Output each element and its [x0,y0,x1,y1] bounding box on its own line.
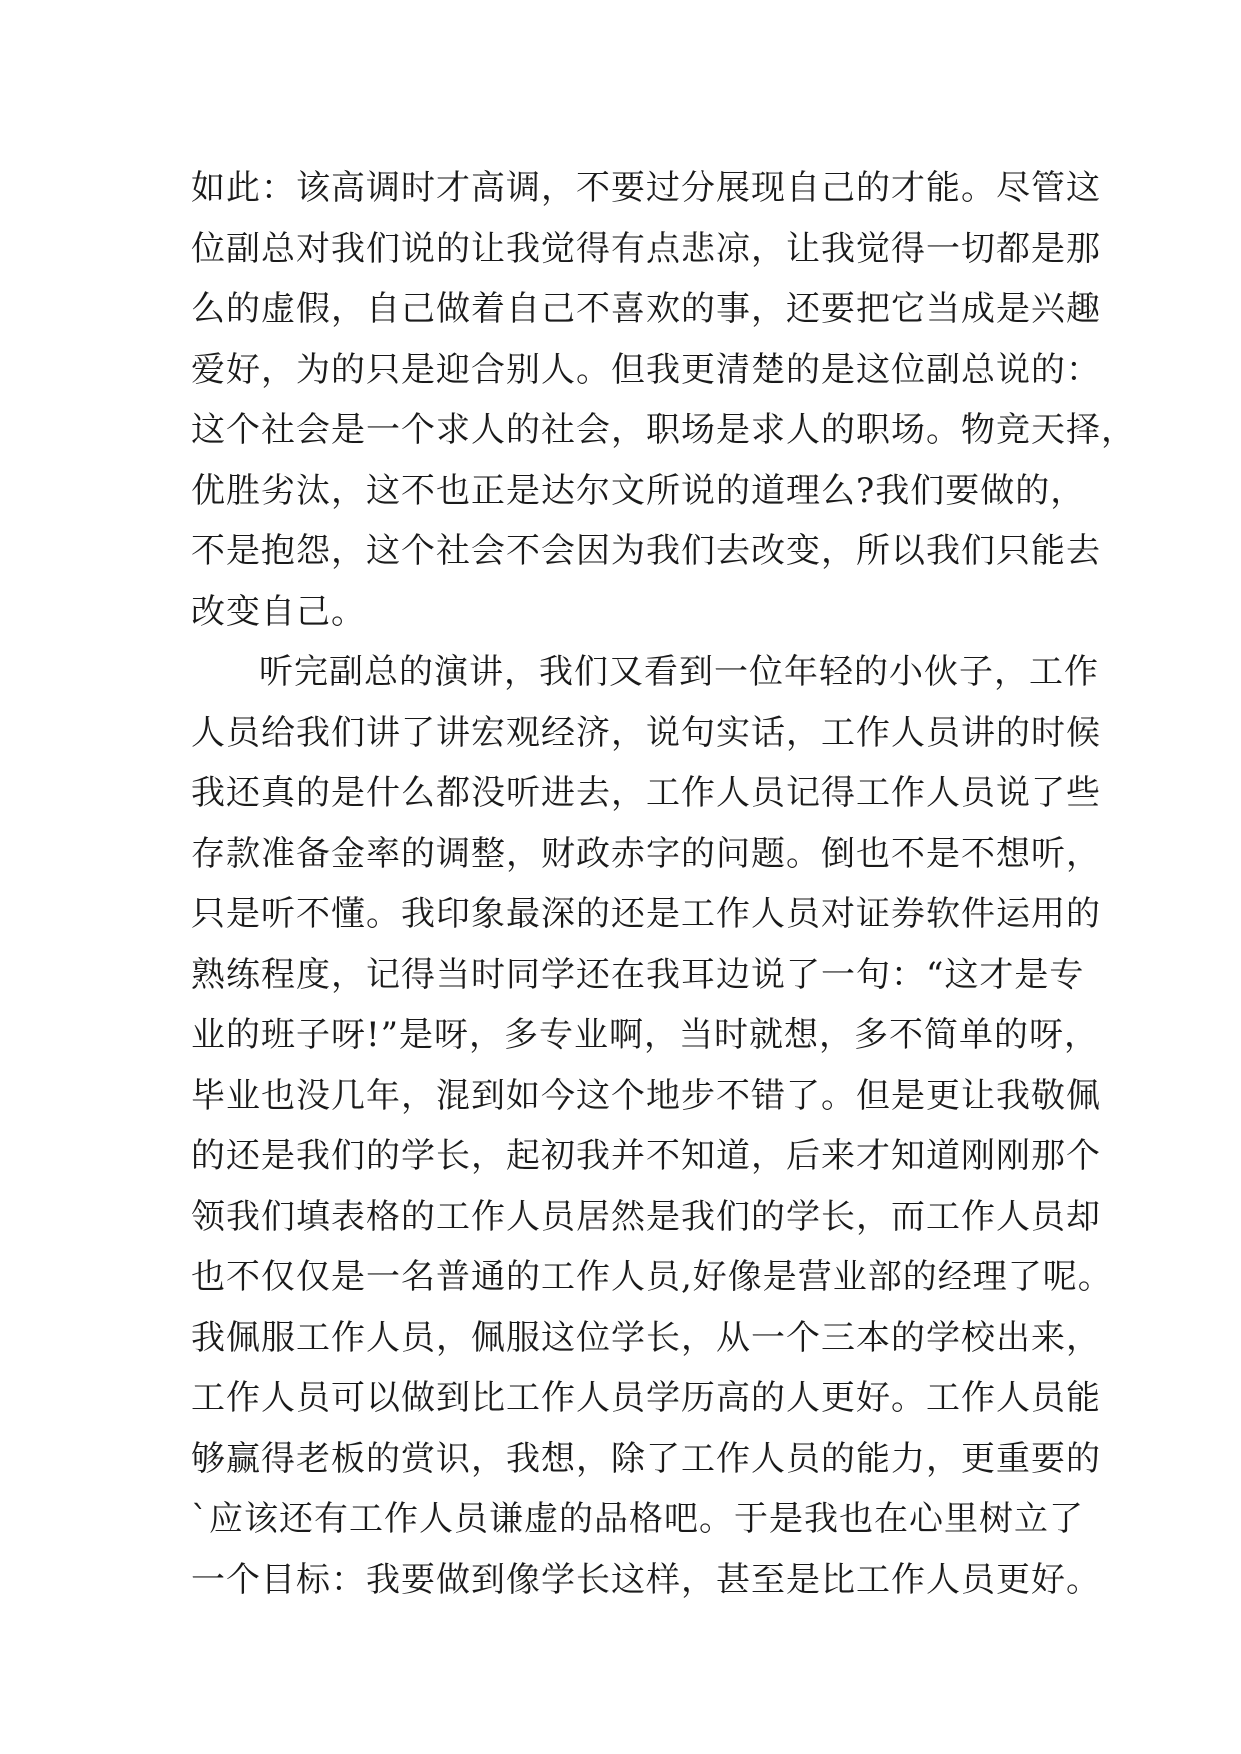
text-line: 只是听不懂。我印象最深的还是工作人员对证券软件运用的 [191,894,1101,934]
text-line: 这个社会是一个求人的社会，职场是求人的职场。物竞天择， [191,410,1136,450]
text-line: 我还真的是什么都没听进去，工作人员记得工作人员说了些 [191,773,1101,813]
text-line: 的还是我们的学长，起初我并不知道，后来才知道刚刚那个 [191,1136,1101,1176]
text-line: 毕业也没几年，混到如今这个地步不错了。但是更让我敬佩 [191,1075,1101,1116]
paragraph-2 [191,642,1113,1610]
text-line: 如此：该高调时才高调，不要过分展现自己的才能。尽管这 [191,168,1101,208]
text-line: 够赢得老板的赏识，我想，除了工作人员的能力，更重要的 [191,1438,1101,1479]
text-line: 熟练程度，记得当时同学还在我耳边说了一句：“这才是专 [191,954,1085,995]
text-line: 听完副总的演讲，我们又看到一位年轻的小伙子，工作 [259,652,1099,692]
text-line: 也不仅仅是一名普通的工作人员,好像是营业部的经理了呢。 [191,1257,1113,1297]
text-line: 么的虚假，自己做着自己不喜欢的事，还要把它当成是兴趣 [191,289,1101,329]
text-line: 爱好，为的只是迎合别人。但我更清楚的是这位副总说的： [191,349,1101,390]
text-line: 位副总对我们说的让我觉得有点悲凉，让我觉得一切都是那 [191,228,1101,269]
text-line: 优胜劣汰，这不也正是达尔文所说的道理么?我们要做的， [191,470,1086,511]
text-line: 一个目标：我要做到像学长这样，甚至是比工作人员更好。 [191,1559,1101,1600]
body-text [191,158,1136,1610]
text-line: 工作人员可以做到比工作人员学历高的人更好。工作人员能 [191,1378,1101,1418]
text-line: 我佩服工作人员，佩服这位学长，从一个三本的学校出来， [191,1317,1101,1358]
text-line: 改变自己。 [191,591,366,632]
text-line: 业的班子呀!”是呀，多专业啊，当时就想，多不简单的呀， [191,1015,1100,1055]
text-line: 存款准备金率的调整，财政赤字的问题。倒也不是不想听， [191,833,1101,874]
text-line: 不是抱怨，这个社会不会因为我们去改变，所以我们只能去 [191,531,1101,571]
text-line: 人员给我们讲了讲宏观经济，说句实话，工作人员讲的时候 [191,712,1101,753]
text-line: `应该还有工作人员谦虚的品格吧。于是我也在心里树立了 [191,1499,1084,1539]
paragraph-1 [191,158,1136,642]
text-line: 领我们填表格的工作人员居然是我们的学长，而工作人员却 [191,1196,1101,1237]
